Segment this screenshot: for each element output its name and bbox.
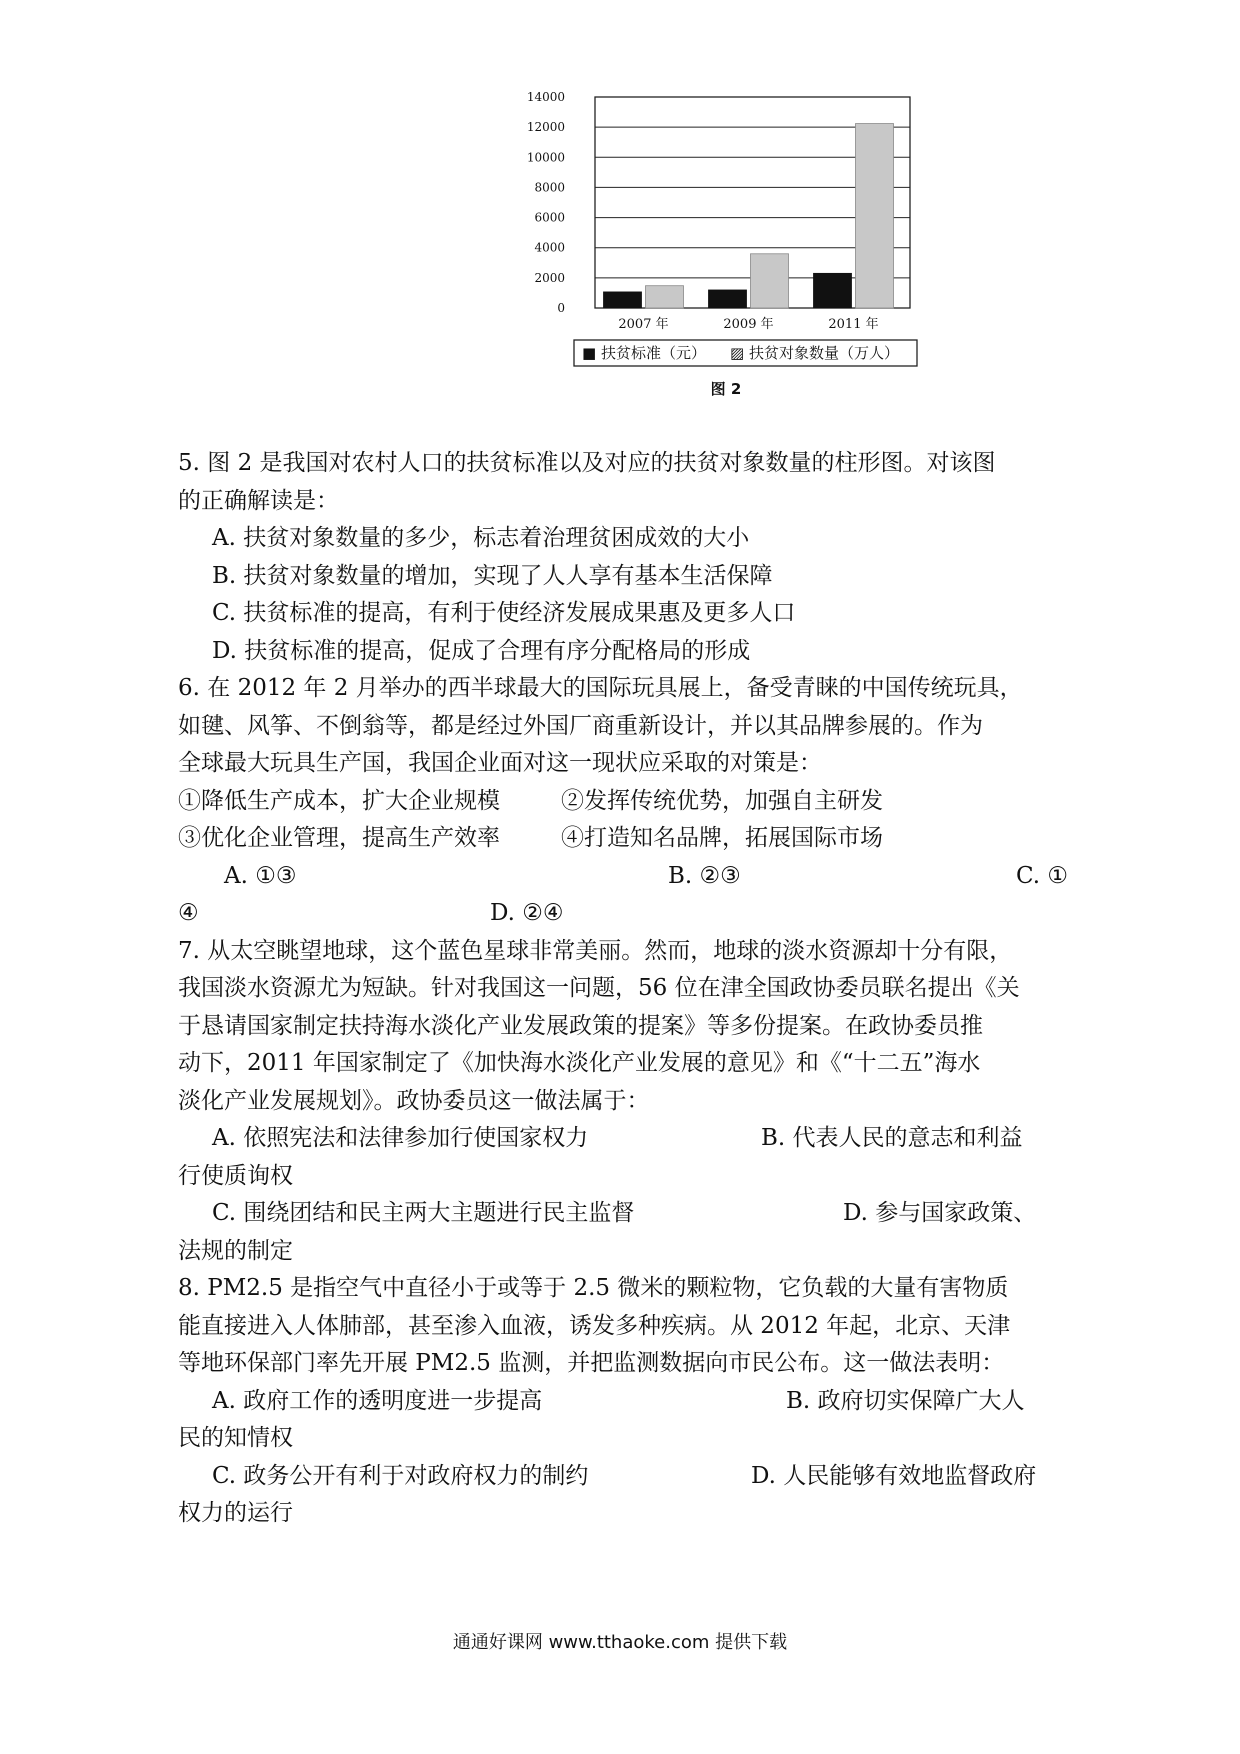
q8-options-row-1 [178, 1383, 1068, 1421]
q5-option-a: A. 扶贫对象数量的多少，标志着治理贫困成效的大小 [212, 525, 750, 551]
q7-options-row-2 [178, 1195, 1068, 1233]
bar [709, 290, 747, 308]
q5-line-2: 的正确解读是： [178, 487, 339, 514]
y-tick-label: 2000 [534, 270, 565, 285]
question-block [178, 445, 1068, 1533]
q8-option-d: D. 人民能够有效地监督政府 [751, 1462, 1037, 1489]
q7-option-a: A. 依照宪法和法律参加行使国家权力 [212, 1125, 589, 1151]
q8-option-c: C. 政务公开有利于对政府权力的制约 [212, 1462, 589, 1489]
y-tick-label: 0 [557, 301, 565, 315]
q6-item-3: ③优化企业管理，提高生产效率 [178, 825, 500, 851]
q6-option-d: D. ②④ [490, 900, 564, 926]
q8-line-1: 8. PM2.5 是指空气中直径小于或等于 2.5 微米的颗粒物，它负载的大量有害物质 [178, 1275, 1009, 1301]
q7-line-5: 淡化产业发展规划》。政协委员这一做法属于： [178, 1087, 650, 1114]
q6-items-row-2 [178, 820, 1068, 858]
bar [751, 254, 789, 308]
q6-line-2: 如毽、风筝、不倒翁等，都是经过外国厂商重新设计，并以其品牌参展的。作为 [178, 712, 983, 739]
q8-option-d-continued: 权力的运行 [178, 1500, 293, 1526]
bar [814, 273, 852, 308]
q6-items-row-1 [178, 783, 1068, 821]
y-tick-label: 6000 [534, 210, 565, 225]
q7-option-b: B. 代表人民的意志和利益 [761, 1125, 1023, 1151]
q6-options-row-1 [178, 858, 1068, 896]
q5-option-b: B. 扶贫对象数量的增加，实现了人人享有基本生活保障 [212, 562, 773, 589]
q6-item-4: ④打造知名品牌，拓展国际市场 [561, 825, 883, 851]
q8-line-3: 等地环保部门率先开展 PM2.5 监测，并把监测数据向市民公布。这一做法表明： [178, 1350, 1005, 1376]
q7-line-3: 于恳请国家制定扶持海水淡化产业发展政策的提案》等多份提案。在政协委员推 [178, 1012, 983, 1039]
q6-option-b: B. ②③ [668, 862, 741, 889]
q7-option-c: C. 围绕团结和民主两大主题进行民主监督 [212, 1200, 635, 1226]
y-tick-label: 8000 [534, 180, 565, 195]
x-tick-label: 2009 年 [723, 317, 774, 332]
q7-option-b-continued: 行使质询权 [178, 1162, 293, 1189]
q6-line-1: 6. 在 2012 年 2 月举办的西半球最大的国际玩具展上，备受青睐的中国传统玩具， [178, 675, 1023, 701]
q8-option-b-continued: 民的知情权 [178, 1425, 293, 1451]
q6-line-3: 全球最大玩具生产国，我国企业面对这一现状应采取的对策是： [178, 750, 822, 776]
q6-item-1: ①降低生产成本，扩大企业规模 [178, 787, 500, 814]
bar [856, 124, 894, 308]
y-tick-label: 12000 [526, 120, 565, 135]
q8-options-row-2 [178, 1458, 1068, 1496]
q6-option-c: C. ① [1016, 862, 1069, 889]
bar-chart-figure [526, 90, 1030, 452]
q7-options-row-1 [178, 1120, 1068, 1158]
q5-option-d: D. 扶贫标准的提高，促成了合理有序分配格局的形成 [212, 637, 751, 664]
q6-item-2: ②发挥传统优势，加强自主研发 [561, 787, 883, 814]
q5-line-1: 5. 图 2 是我国对农村人口的扶贫标准以及对应的扶贫对象数量的柱形图。对该图 [178, 450, 996, 476]
chart-caption: 图 2 [710, 380, 742, 398]
bar [604, 292, 642, 308]
q7-option-d-continued: 法规的制定 [178, 1237, 293, 1264]
page-footer: 通通好课网 www.tthaoke.com 提供下载 [452, 1632, 788, 1653]
q7-line-4: 动下，2011 年国家制定了《加快海水淡化产业发展的意见》和《“十二五”海水 [178, 1050, 981, 1076]
q8-option-a: A. 政府工作的透明度进一步提高 [212, 1387, 543, 1414]
q7-line-1: 7. 从太空眺望地球，这个蓝色星球非常美丽。然而，地球的淡水资源却十分有限， [178, 937, 1013, 964]
bar [646, 286, 684, 308]
y-tick-label: 10000 [526, 150, 565, 165]
legend-label: ▨ 扶贫对象数量（万人） [730, 344, 899, 362]
q5-option-c: C. 扶贫标准的提高，有利于使经济发展成果惠及更多人口 [212, 600, 796, 626]
legend-label: ■ 扶贫标准（元） [582, 344, 706, 362]
q6-option-a: A. ①③ [224, 862, 297, 889]
bar-chart [526, 90, 1030, 452]
q7-line-2: 我国淡水资源尤为短缺。针对我国这一问题，56 位在津全国政协委员联名提出《关 [178, 975, 1020, 1001]
q6-options-row-2 [178, 895, 1068, 933]
q8-option-b: B. 政府切实保障广大人 [786, 1387, 1025, 1414]
q6-option-c-continued: ④ [178, 900, 199, 926]
x-tick-label: 2011 年 [828, 317, 879, 332]
y-tick-label: 14000 [526, 90, 565, 104]
q8-line-2: 能直接进入人体肺部，甚至渗入血液，诱发多种疾病。从 2012 年起，北京、天津 [178, 1312, 1011, 1339]
y-tick-label: 4000 [534, 240, 565, 255]
q7-option-d: D. 参与国家政策、 [843, 1200, 1037, 1226]
x-tick-label: 2007 年 [618, 317, 669, 332]
